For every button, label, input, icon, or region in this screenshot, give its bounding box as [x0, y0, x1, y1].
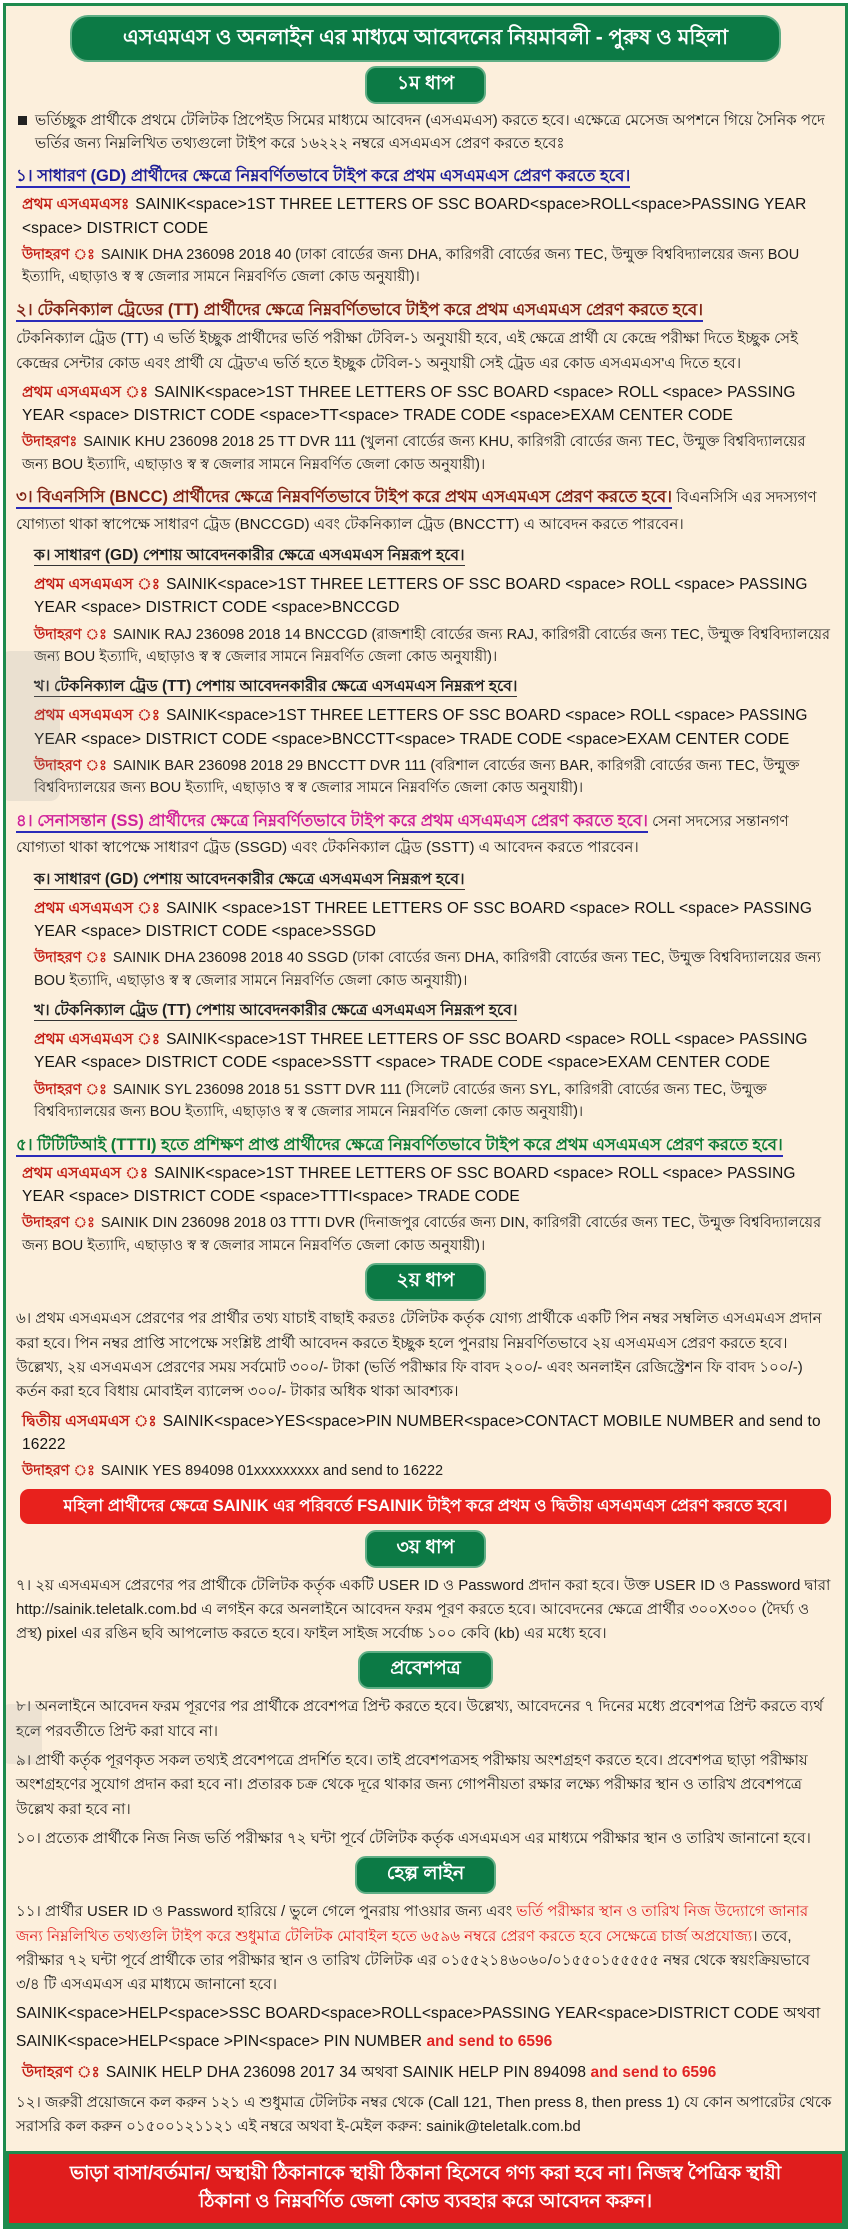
section-2-first-sms: [22, 381, 835, 428]
section-5-example: [22, 1212, 835, 1257]
section-3b-first-sms: [34, 704, 835, 751]
first-sms-label: প্রথম এসএমএস ঃ: [22, 383, 149, 401]
item-9: ৯। প্রার্থী কর্তৃক পূরণকৃত সকল তথ্যই প্রবেশপত্রে প্রদর্শিত হবে। তাই প্রবেশপত্রসহ পরীক্ষায় অংশগ্রহণ করতে হবে। প্রবেশপত্র ছাড়া পরীক্ষায় অংশগ্রহণের সুযোগ প্রদান করা হবে না। প্রতারক চক্র থেকে দূরে থাকার জন্য গোপনীয়তা রক্ষার লক্ষ্যে পরীক্ষার স্থান ও তারিখ প্রবেশপত্রে উল্লেখ করা হবে না।: [16, 1752, 808, 1818]
item-12: ১২। জরুরী প্রয়োজনে কল করুন ১২১ এ শুধুমাত্র টেলিটক নম্বর থেকে (Call 121, Then press 8, then press 1) যে কোন অপারেটর থেকে সরাসরি কল করুন ০১৫০০১২১১২১ এই নম্বরে অথবা ই-মেইল করুন: sainik@teletalk.com.bd: [16, 2093, 832, 2136]
section-4-heading: ৪। সেনাসন্তান (SS) প্রার্থীদের ক্ষেত্রে নিম্নবর্ণিতভাবে টাইপ করে প্রথম এসএমএস প্রেরণ করতে হবে। সেনা সদস্যের সন্তানগণ যোগ্যতা থাকা স্বাপেক্ষে সাধারণ ট্রেড (SSGD) এবং টেকনিক্যাল ট্রেড (SSTT) এ আবেদন করতে পারবেন।: [16, 811, 789, 857]
example-label: উদাহরণ ঃ: [34, 950, 107, 967]
example-label: উদাহরণ ঃ: [22, 246, 95, 263]
example-label: উদাহরণ ঃ: [34, 1081, 107, 1098]
section-3-heading: ৩। বিএনসিসি (BNCC) প্রার্থীদের ক্ষেত্রে নিম্নবর্ণিতভাবে টাইপ করে প্রথম এসএমএস প্রেরণ করতে হবে। বিএনসিসি এর সদস্যগণ যোগ্যতা থাকা স্বাপেক্ষে সাধারণ ট্রেড (BNCCGD) এবং টেকনিক্যাল ট্রেড (BNCCTT) এ আবেদন করতে পারবেন।: [16, 488, 817, 533]
section-3-heading-rest: বিএনসিসি এর সদস্যগণ যোগ্যতা থাকা স্বাপেক্ষে সাধারণ ট্রেড (BNCCGD) এবং টেকনিক্যাল ট্রেড (BNCCTT) এ আবেদন করতে পারবেন।: [16, 489, 817, 533]
section-1-heading: ১। সাধারণ (GD) প্রার্থীদের ক্ষেত্রে নিম্নবর্ণিতভাবে টাইপ করে প্রথম এসএমএস প্রেরণ করতে হবে।: [16, 163, 835, 189]
section-4-sub-a: ক। সাধারণ (GD) পেশায় আবেদনকারীর ক্ষেত্রে এসএমএস নিম্নরূপ হবে।: [34, 870, 465, 888]
example-text: SAINIK BAR 236098 2018 29 BNCCTT DVR 111 (বরিশাল বোর্ডের জন্য BAR, কারিগরী বোর্ডের জন্য TEC, উন্মুক্ত বিশ্ববিদ্যালয়ের জন্য BOU ইত্যাদি, এছাড়াও স্ব স্ব জেলার সামনে নিম্নবর্ণিত জেলা কোড অনুযায়ী)।: [34, 757, 800, 797]
example-label: উদাহরণঃ: [22, 434, 78, 451]
page-title: এসএমএস ও অনলাইন এর মাধ্যমে আবেদনের নিয়মাবলী - পুরুষ ও মহিলা: [70, 15, 781, 62]
section-4-sub-b: খ। টেকনিক্যাল ট্রেড (TT) পেশায় আবেদনকারীর ক্ষেত্রে এসএমএস নিম্নরূপ হবে।: [34, 1002, 518, 1020]
step-3-pill: ৩য় ধাপ: [365, 1530, 487, 1568]
sms-format: SAINIK <space>1ST THREE LETTERS OF SSC BOARD <space> ROLL <space> PASSING YEAR <space> DISTRICT CODE <space>SSGD: [34, 899, 812, 940]
section-3a-example: [34, 624, 835, 669]
section-5-heading: ৫। টিটিটিআই (TTTI) হতে প্রশিক্ষণ প্রাপ্ত প্রার্থীদের ক্ষেত্রে নিম্নবর্ণিতভাবে টাইপ করে প্রথম এসএমএস প্রেরণ করতে হবে।: [16, 1132, 835, 1158]
section-2-heading: ২। টেকনিক্যাল ট্রেডের (TT) প্রার্থীদের ক্ষেত্রে নিম্নবর্ণিতভাবে টাইপ করে প্রথম এসএমএস প্রেরণ করতে হবে।: [16, 297, 835, 323]
second-sms-example: [22, 1460, 835, 1482]
first-sms-label: প্রথম এসএমএস ঃ: [34, 707, 161, 725]
intro-item: [18, 110, 833, 155]
example-label: উদাহরণ ঃ: [22, 1463, 95, 1480]
intro-text: ভর্তিচ্ছুক প্রার্থীকে প্রথমে টেলিটক প্রিপেইড সিমের মাধ্যমে আবেদন (এসএমএস) করতে হবে। এক্ষেত্রে মেসেজ অপশনে গিয়ে সৈনিক পদে ভর্তির জন্য নিম্নলিখিত তথ্যগুলো টাইপ করে ১৬২২২ নম্বরে এসএমএস প্রেরণ করতে হবেঃ: [35, 112, 825, 152]
item-7: ৭। ২য় এসএমএস প্রেরণের পর প্রার্থীকে টেলিটক কর্তৃক একটি USER ID ও Password প্রদান করা হবে। উক্ত USER ID ও Password দ্বারা http://sainik.teletalk.com.bd এ লগইন করে অনলাইনে আবেদন ফরম পূরণ করতে হবে। আবেদনের ক্ষেত্রে প্রার্থীর ৩০০X৩০০ (দৈর্ঘ্য ও প্রস্থ) pixel এর রঙিন ছবি আপলোড করতে হবে। ফাইল সাইজ সর্বোচ্চ ১০০ কেবি (kb) এর মধ্যে হবে।: [16, 1576, 831, 1643]
first-sms-label: প্রথম এসএমএস ঃ: [34, 1031, 161, 1049]
example-text: SAINIK HELP DHA 236098 2017 34 অথবা SAINIK HELP PIN 894098: [105, 2063, 591, 2081]
example-label: উদাহরণ ঃ: [34, 626, 107, 643]
section-4-heading-rest: সেনা সদস্যের সন্তানগণ যোগ্যতা থাকা স্বাপেক্ষে সাধারণ ট্রেড (SSGD) এবং টেকনিক্যাল ট্রেড (SSTT) এ আবেদন করতে পারবেন।: [16, 812, 789, 857]
section-3b-example: [34, 755, 835, 800]
section-5-first-sms: [22, 1162, 835, 1209]
item-6: ৬। প্রথম এসএমএস প্রেরণের পর প্রার্থীর তথ্য যাচাই বাছাই করতঃ টেলিটক কর্তৃক যোগ্য প্রার্থীকে একটি পিন নম্বর সম্বলিত এসএমএস প্রদান করা হবে। পিন নম্বর প্রাপ্তি সাপেক্ষে সংশ্লিষ্ট প্রার্থী আবেদন করতে ইচ্ছুক হলে পুনরায় নিম্নবর্ণিতভাবে ২য় এসএমএস প্রেরণ করতে হবে। উল্লেখ্য, ২য় এসএমএস প্রেরণের সময় সর্বমোট ৩০০/- টাকা (ভর্তি পরীক্ষার ফি বাবদ ২০০/- এবং অনলাইন রেজিস্ট্রেশন ফি বাবদ ১০০/-) কর্তন করা হবে বিধায় মোবাইল ব্যালেন্স ৩০০/- টাকার অধিক থাকা আবশ্যক।: [16, 1310, 822, 1401]
female-applicant-banner: মহিলা প্রার্থীদের ক্ষেত্রে SAINIK এর পরিবর্তে FSAINIK টাইপ করে প্রথম ও দ্বিতীয় এসএমএস প্রেরণ করতে হবে।: [20, 1489, 831, 1524]
sms-format: SAINIK<space>1ST THREE LETTERS OF SSC BOARD <space> ROLL <space> PASSING YEAR <space> DISTRICT CODE <space>TT<space> TRADE CODE <space>EXAM CENTER CODE: [22, 383, 796, 425]
first-sms-label: প্রথম এসএমএস ঃ: [34, 899, 161, 917]
section-1-example: [22, 244, 835, 289]
help-line-pill: হেল্প লাইন: [355, 1856, 496, 1894]
section-1-first-sms: [22, 193, 835, 240]
item-11-part3: । তবে, পরীক্ষার ৭২ ঘন্টা পূর্বে প্রার্থীকে তার পরীক্ষার স্থান ও তারিখ টেলিটক এর ০১৫৫২১৪৬০৬০/০১৫৫০১৫৫৫৫৫ নম্বর থেকে স্বয়ংক্রিয়ভাবে ৩/৪ টি এসএমএস এর মাধ্যমে জানানো হবে।: [16, 1927, 811, 1994]
sms-format: SAINIK<space>1ST THREE LETTERS OF SSC BOARD <space> ROLL <space> PASSING YEAR <space> DISTRICT CODE <space>TTTI<space> TRADE CODE: [22, 1164, 796, 1206]
item-11-part1: ১১। প্রার্থীর USER ID ও Password হারিয়ে / ভুলে গেলে পুনরায় পাওয়ার জন্য এবং: [16, 1903, 517, 1921]
help-sms-line-2: SAINIK<space>HELP<space >PIN<space> PIN NUMBER and send to 6596: [16, 2032, 553, 2050]
notice-content: [6, 6, 845, 2147]
first-sms-label: প্রথম এসএমএস ঃ: [22, 1164, 149, 1182]
sms-format: SAINIK<space>YES<space>PIN NUMBER<space>CONTACT MOBILE NUMBER and send to 16222: [22, 1412, 821, 1453]
first-sms-label: প্রথম এসএমএস ঃ: [34, 576, 161, 594]
sms-format: SAINIK<space>1ST THREE LETTERS OF SSC BOARD <space> ROLL <space> PASSING YEAR <space> DISTRICT CODE <space>SSTT <space> TRADE CODE <space>EXAM CENTER CODE: [34, 1031, 808, 1072]
sms-format: SAINIK<space>1ST THREE LETTERS OF SSC BOARD <space> ROLL <space> PASSING YEAR <space> DISTRICT CODE <space>BNCCGD: [34, 576, 808, 617]
example-label: উদাহরণ ঃ: [34, 757, 107, 774]
example-text: SAINIK RAJ 236098 2018 14 BNCCGD (রাজশাহী বোর্ডের জন্য RAJ, কারিগরী বোর্ডের জন্য TEC, উন্মুক্ত বিশ্ববিদ্যালয়ের জন্য BOU ইত্যাদি, এছাড়াও স্ব স্ব জেলার সামনে নিম্নবর্ণিত জেলা কোড অনুযায়ী)।: [34, 626, 831, 665]
first-sms-label: প্রথম এসএমএসঃ: [22, 196, 130, 214]
notice-page: [3, 3, 848, 2229]
section-3a-first-sms: [34, 573, 835, 620]
section-3-sub-b: খ। টেকনিক্যাল ট্রেড (TT) পেশায় আবেদনকারীর ক্ষেত্রে এসএমএস নিম্নরূপ হবে।: [34, 678, 518, 696]
permanent-address-banner: ভাড়া বাসা/বর্তমান/ অস্থায়ী ঠিকানাকে স্থায়ী ঠিকানা হিসেবে গণ্য করা হবে না। নিজস্ব পৈত্রিক স্থায়ী ঠিকানা ও নিম্নবর্ণিত জেলা কোড ব্যবহার করে আবেদন করুন।: [6, 2151, 845, 2226]
example-label: উদাহরণ ঃ: [22, 1215, 95, 1232]
second-sms: [22, 1410, 835, 1457]
example-text: SAINIK DHA 236098 2018 40 (ঢাকা বোর্ডের জন্য DHA, কারিগরী বোর্ডের জন্য TEC, উন্মুক্ত বিশ্ববিদ্যালয়ের জন্য BOU ইত্যাদি, এছাড়াও স্ব স্ব জেলার সামনে নিম্নবর্ণিত জেলা কোড অনুযায়ী)।: [22, 246, 800, 286]
item-11-red-part: ভর্তি পরীক্ষার স্থান ও তারিখ নিজ উদ্যোগে জানার জন্য নিম্নলিখিত তথ্যগুলি টাইপ করে শুধুমাত্র টেলিটক মোবাইল হতে ৬৫৯৬ নম্বরে প্রেরণ করতে হবে সেক্ষেত্রে চার্জ অপ্রযোজ্য: [16, 1903, 809, 1945]
section-2-body: টেকনিক্যাল ট্রেড (TT) এ ভর্তি ইচ্ছুক প্রার্থীদের ভর্তি পরীক্ষা টেবিল-১ অনুযায়ী হবে, এই ক্ষেত্রে প্রার্থী যে কেন্দ্রে পরীক্ষা দিতে ইচ্ছুক সেই কেন্দ্রের সেন্টার কোড এবং প্রার্থী যে ট্রেড'এ ভর্তি হতে ইচ্ছুক টেবিল-১ অনুযায়ী সেই ট্রেড এর কোড এসএমএস'এ দিতে হবে।: [16, 330, 798, 372]
send-to-6596: and send to 6596: [590, 2063, 717, 2081]
example-text: SAINIK SYL 236098 2018 51 SSTT DVR 111 (সিলেট বোর্ডের জন্য SYL, কারিগরী বোর্ডের জন্য TEC, উন্মুক্ত বিশ্ববিদ্যালয়ের জন্য BOU ইত্যাদি, এছাড়াও স্ব স্ব জেলার সামনে নিম্নবর্ণিত জেলা কোড অনুযায়ী)।: [34, 1081, 767, 1121]
section-4b-first-sms: [34, 1028, 835, 1075]
example-label: উদাহরণ ঃ: [22, 2063, 100, 2081]
section-4a-example: [34, 947, 835, 992]
section-4b-example: [34, 1079, 835, 1124]
example-text: SAINIK KHU 236098 2018 25 TT DVR 111 (খুলনা বোর্ডের জন্য KHU, কারিগরী বোর্ডের জন্য TEC, উন্মুক্ত বিশ্ববিদ্যালয়ের জন্য BOU ইত্যাদি, এছাড়াও স্ব স্ব জেলার সামনে নিম্নবর্ণিত জেলা কোড অনুযায়ী)।: [22, 434, 806, 473]
second-sms-label: দ্বিতীয় এসএমএস ঃ: [22, 1412, 157, 1430]
item-11: [16, 1900, 835, 1997]
admit-card-pill: প্রবেশপত্র: [358, 1651, 493, 1689]
help-example: [22, 2061, 835, 2085]
send-to-6596: and send to 6596: [426, 2032, 553, 2050]
item-8: ৮। অনলাইনে আবেদন ফরম পূরণের পর প্রার্থীকে প্রবেশপত্র প্রিন্ট করতে হবে। উল্লেখ্য, আবেদনের ৭ দিনের মধ্যে প্রবেশপত্র প্রিন্ট করতে ব্যর্থ হলে পরবর্তীতে প্রিন্ট করা যাবে না।: [16, 1698, 824, 1740]
section-2-example: [22, 431, 835, 476]
section-3-sub-a: ক। সাধারণ (GD) পেশায় আবেদনকারীর ক্ষেত্রে এসএমএস নিম্নরূপ হবে।: [34, 547, 465, 565]
step-2-pill: ২য় ধাপ: [365, 1263, 487, 1301]
example-text: SAINIK DIN 236098 2018 03 TTTI DVR (দিনাজপুর বোর্ডের জন্য DIN, কারিগরী বোর্ডের জন্য TEC, উন্মুক্ত বিশ্ববিদ্যালয়ের জন্য BOU ইত্যাদি, এছাড়াও স্ব স্ব জেলার সামনে নিম্নবর্ণিত জেলা কোড অনুযায়ী)।: [22, 1215, 822, 1254]
section-4a-first-sms: [34, 897, 835, 944]
example-text: SAINIK YES 894098 01xxxxxxxxx and send to 16222: [100, 1463, 444, 1480]
example-text: SAINIK DHA 236098 2018 40 SSGD (ঢাকা বোর্ডের জন্য DHA, কারিগরী বোর্ডের জন্য TEC, উন্মুক্ত বিশ্ববিদ্যালয়ের জন্য BOU ইত্যাদি, এছাড়াও স্ব স্ব জেলার সামনে নিম্নবর্ণিত জেলা কোড অনুযায়ী)।: [34, 950, 821, 989]
sms-format: SAINIK<space>1ST THREE LETTERS OF SSC BOARD <space> ROLL <space> PASSING YEAR <space> DISTRICT CODE <space>BNCCTT<space> TRADE CODE <space>EXAM CENTER CODE: [34, 707, 808, 748]
help-sms-line-1: SAINIK<space>HELP<space>SSC BOARD<space>ROLL<space>PASSING YEAR<space>DISTRICT CODE অথবা: [16, 2005, 821, 2023]
step-1-pill: ১ম ধাপ: [365, 66, 486, 104]
square-bullet-icon: [18, 116, 27, 125]
item-10: ১০। প্রত্যেক প্রার্থীকে নিজ নিজ ভর্তি পরীক্ষার ৭২ ঘন্টা পূর্বে টেলিটক কর্তৃক এসএমএস এর মাধ্যমে পরীক্ষার স্থান ও তারিখ জানানো হবে।: [16, 1829, 811, 1847]
sms-format: SAINIK<space>1ST THREE LETTERS OF SSC BOARD<space>ROLL<space>PASSING YEAR <space> DISTRICT CODE: [22, 196, 807, 237]
